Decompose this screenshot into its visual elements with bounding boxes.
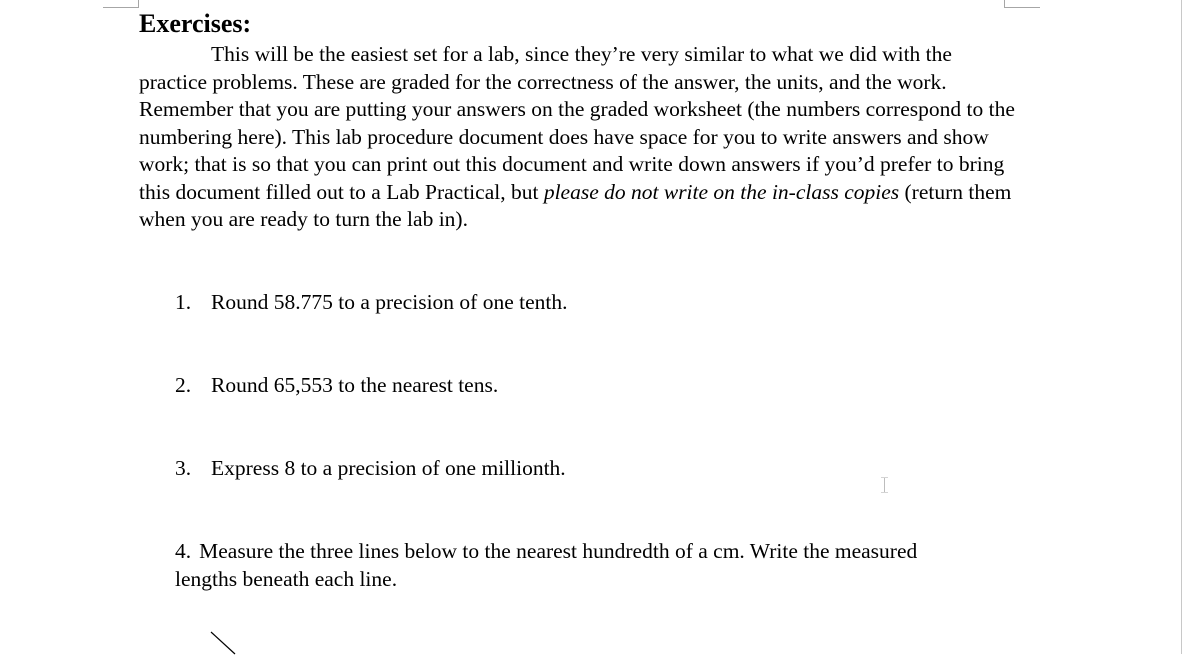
exercise-number: 4. — [175, 539, 192, 563]
exercise-4 — [175, 538, 955, 593]
exercise-text: Round 58.775 to a precision of one tenth. — [211, 290, 568, 314]
exercise-1 — [175, 289, 567, 317]
page-corner-mark-right — [1004, 0, 1040, 8]
measurement-line-1 — [211, 632, 235, 654]
intro-text-part1: This will be the easiest set for a lab, since they’re very similar to what we did with the practice problems. These are graded for the correctness of the answer, the units, and the work. Remember that you are putting your answers on the graded worksheet (the numbers correspond to the numbering here). This lab procedure document does have space for you to write answers and show work; that is so that you can print out this document and write down answers if you’d prefer to bring this document filled out to a Lab Practical, but — [139, 42, 1015, 204]
exercises-heading: Exercises: — [139, 9, 252, 38]
page-edge — [1181, 0, 1182, 654]
exercise-number: 3. — [175, 456, 192, 480]
exercise-text: Express 8 to a precision of one millionth. — [211, 456, 566, 480]
text-cursor-icon — [884, 477, 891, 493]
exercise-number: 2. — [175, 373, 192, 397]
page-corner-mark-left — [103, 0, 139, 8]
exercise-2 — [175, 372, 498, 400]
exercise-3 — [175, 455, 566, 483]
intro-paragraph — [139, 41, 1019, 234]
exercise-text: Round 65,553 to the nearest tens. — [211, 373, 499, 397]
exercise-number: 1. — [175, 290, 192, 314]
exercise-text: Measure the three lines below to the nearest hundredth of a cm. Write the measured lengths beneath each line. — [175, 539, 918, 591]
intro-emphasis: please do not write on the in-class copies — [543, 179, 900, 204]
intro-text-part2: (return them when you are ready to turn the lab in). — [139, 179, 1012, 231]
